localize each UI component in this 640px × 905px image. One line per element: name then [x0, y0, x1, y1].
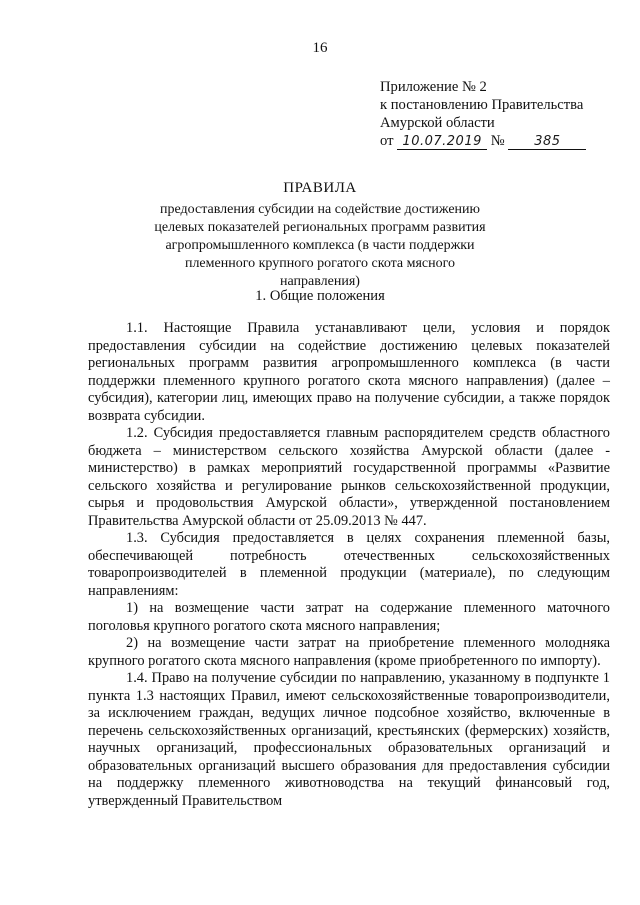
list-item-1: 1) на возмещение части затрат на содержание племенного маточного поголовья крупного рогатого скота мясного направления; — [88, 600, 610, 634]
appendix-line-1: Приложение № 2 — [380, 79, 487, 95]
handwritten-date: 10.07.2019 — [397, 134, 487, 150]
handwritten-number: 385 — [508, 134, 586, 150]
paragraph-1-4: 1.4. Право на получение субсидии по направлению, указанному в подпункте 1 пункта 1.3 настоящих Правил, имеют сельскохозяйственные товаропроизводители, за исключением граждан, ведущих личное подсобное хозяйство, включенные в перечень сельскохозяйственных организаций, крестьянских (фермерских) хозяйств, научных организаций, профессиональных образовательных организаций и образовательных организаций высшего образования для предоставления субсидии на поддержку племенного животноводства на текущий финансовый год, утвержденный Правительством — [88, 670, 610, 809]
paragraph-1-3: 1.3. Субсидия предоставляется в целях сохранения племенной базы, обеспечивающей потребность отечественных сельскохозяйственных товаропроизводителей в племенной продукции (материале), по следующим направлениям: — [88, 530, 610, 599]
appendix-block — [380, 78, 620, 150]
appendix-date-line — [380, 132, 620, 150]
body-text — [88, 320, 610, 810]
document-subtitle: предоставления субсидии на содействие достижению целевых показателей региональных программ развития агропромышленного комплекса (в части поддержки племенного крупного рогатого скота мясного направления) — [154, 202, 486, 289]
document-title: ПРАВИЛА — [283, 180, 357, 196]
appendix-line-2: к постановлению Правительства — [380, 97, 584, 113]
paragraph-1-2: 1.2. Субсидия предоставляется главным распорядителем средств областного бюджета – министерством сельского хозяйства Амурской области (далее - министерство) в рамках мероприятий государственной программы «Развитие сельского хозяйства и регулирование рынков сельскохозяйственной продукции, сырья и продовольствия Амурской области», утвержденной постановлением Правительства Амурской области от 25.09.2013 № 447. — [88, 425, 610, 529]
section-title: 1. Общие положения — [255, 288, 385, 304]
paragraph-1-1: 1.1. Настоящие Правила устанавливают цели, условия и порядок предоставления субсидии на содействие достижению целевых показателей региональных программ развития агропромышленного комплекса (в части поддержки племенного крупного рогатого скота мясного направления) (далее – субсидия), категории лиц, имеющих право на получение субсидии, а также порядок возврата субсидии. — [88, 320, 610, 424]
list-item-2: 2) на возмещение части затрат на приобретение племенного молодняка крупного рогатого скота мясного направления (кроме приобретенного по импорту). — [88, 635, 610, 669]
appendix-line-3: Амурской области — [380, 115, 495, 131]
page-number: 16 — [312, 40, 328, 56]
number-prefix: № — [490, 133, 505, 149]
date-prefix: от — [380, 133, 394, 149]
